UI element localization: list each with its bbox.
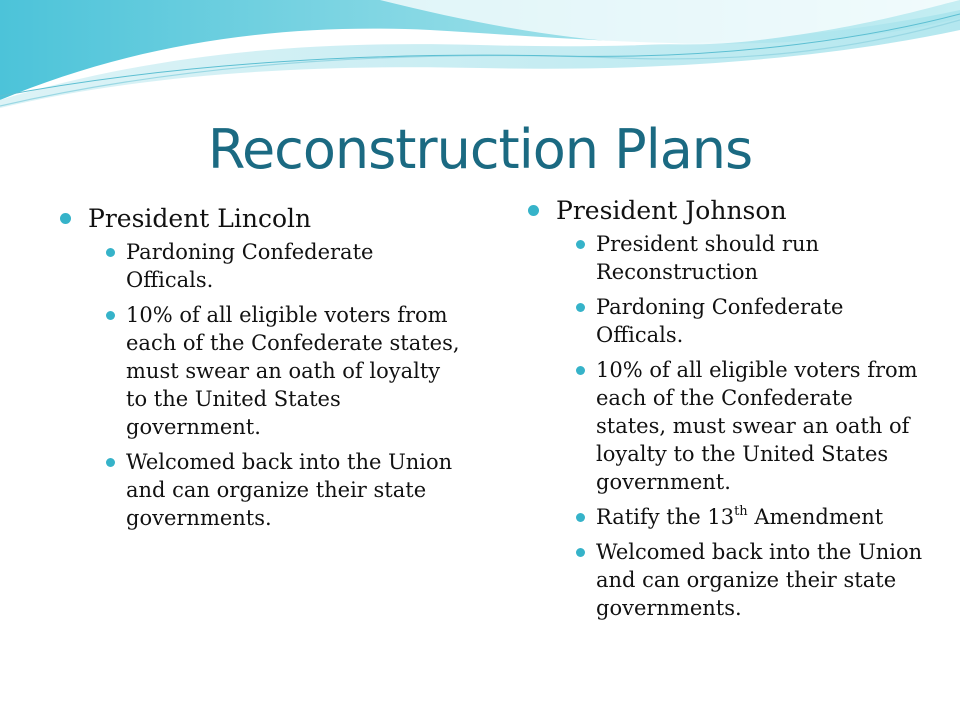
lincoln-list <box>60 238 460 532</box>
list-item-text: 10% of all eligible voters from each of the Confederate states, must swear an oath of loyalty to the United States government. <box>126 303 460 439</box>
bullet-icon <box>576 366 585 375</box>
list-item <box>568 293 928 349</box>
bullet-icon <box>576 303 585 312</box>
list-item-text: Welcomed back into the Union and can organize their state governments. <box>596 540 923 620</box>
header-wave-decoration <box>0 0 960 120</box>
list-item <box>98 301 460 441</box>
list-item <box>98 238 460 294</box>
list-item <box>98 448 460 532</box>
list-item-text: 10% of all eligible voters from each of the Confederate states, must swear an oath of loyalty to the United States government. <box>596 358 918 494</box>
johnson-column <box>528 194 928 629</box>
ordinal-suffix: th <box>734 504 748 519</box>
ratify-suffix: Amendment <box>754 505 884 529</box>
list-item-text: President should run Reconstruction <box>596 232 819 284</box>
lincoln-heading-text: President Lincoln <box>88 204 312 233</box>
bullet-icon <box>576 513 585 522</box>
lincoln-column <box>60 202 460 539</box>
johnson-list <box>528 230 928 622</box>
bullet-icon <box>106 248 115 257</box>
bullet-icon <box>528 205 539 216</box>
johnson-heading-text: President Johnson <box>556 196 787 225</box>
bullet-icon <box>576 240 585 249</box>
johnson-heading <box>528 194 928 228</box>
ratify-prefix: Ratify the 13 <box>596 505 735 529</box>
list-item-text: Pardoning Confederate Officals. <box>596 295 844 347</box>
list-item <box>568 356 928 496</box>
bullet-icon <box>60 213 71 224</box>
bullet-icon <box>106 311 115 320</box>
list-item <box>568 230 928 286</box>
bullet-icon <box>106 458 115 467</box>
list-item-text: Pardoning Confederate Officals. <box>126 240 374 292</box>
list-item-text: Welcomed back into the Union and can organize their state governments. <box>126 450 453 530</box>
slide-title: Reconstruction Plans <box>207 118 753 181</box>
lincoln-heading <box>60 202 460 236</box>
list-item <box>568 503 928 531</box>
bullet-icon <box>576 548 585 557</box>
list-item <box>568 538 928 622</box>
